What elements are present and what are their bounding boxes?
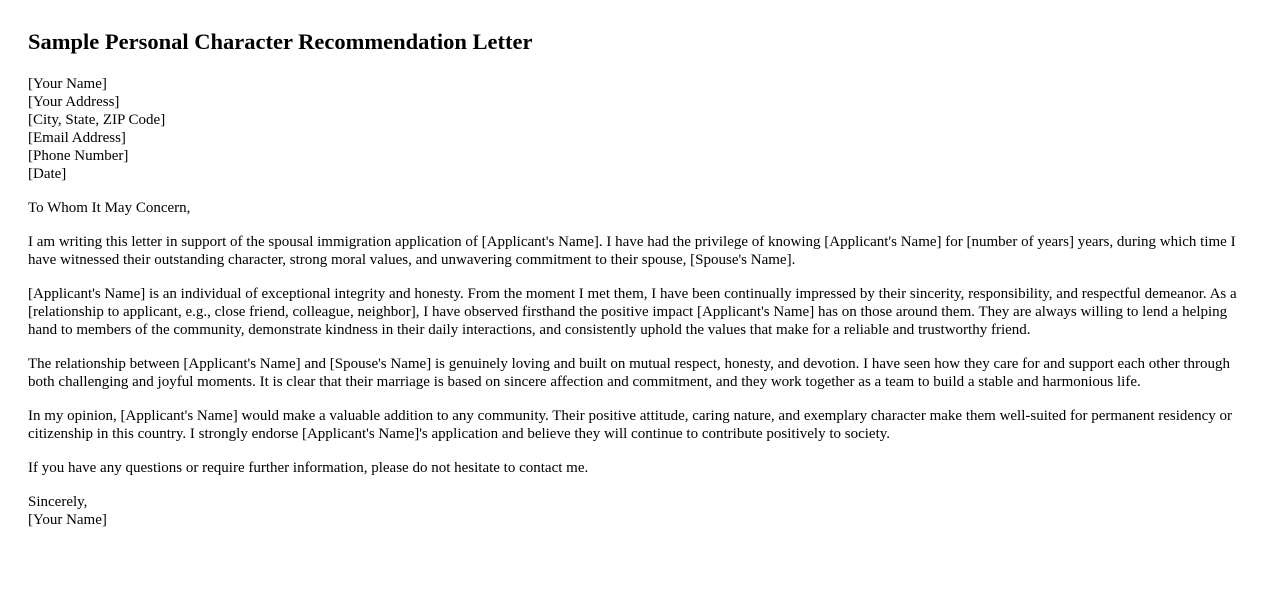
salutation: To Whom It May Concern,	[28, 200, 191, 216]
page-title: Sample Personal Character Recommendation Letter	[28, 29, 533, 54]
letter-date: [Date]	[28, 166, 67, 182]
body-paragraph-5: If you have any questions or require further information, please do not hesitate to contact me.	[28, 460, 589, 476]
sender-address: [Your Address]	[28, 94, 120, 110]
valediction: Sincerely,	[28, 494, 88, 510]
closing-block	[28, 493, 1253, 529]
sender-address-block	[28, 75, 1253, 183]
body-paragraph-3: The relationship between [Applicant's Name] and [Spouse's Name] is genuinely loving and built on mutual respect, honesty, and devotion. I have seen how they care for and support each other through both challenging and joyful moments. It is clear that their marriage is based on sincere affection and commitment, and they work together as a team to build a stable and harmonious life.	[28, 356, 1231, 390]
sender-email: [Email Address]	[28, 130, 126, 146]
body-paragraph-2: [Applicant's Name] is an individual of exceptional integrity and honesty. From the moment I met them, I have been continually impressed by their sincerity, responsibility, and respectful demeanor. As a [relationship to applicant, e.g., close friend, colleague, neighbor], I have observed firsthand the positive impact [Applicant's Name] has on those around them. They are always willing to lend a helping hand to members of the community, demonstrate kindness in their daily interactions, and consistently uphold the values that make for a reliable and trustworthy friend.	[28, 286, 1237, 338]
letter-document	[28, 0, 1253, 529]
sender-phone: [Phone Number]	[28, 148, 129, 164]
body-paragraph-4: In my opinion, [Applicant's Name] would make a valuable addition to any community. Their positive attitude, caring nature, and exemplary character make them well-suited for permanent residency or citizenship in this country. I strongly endorse [Applicant's Name]'s application and believe they will continue to contribute positively to society.	[28, 408, 1232, 442]
signature-name: [Your Name]	[28, 512, 107, 528]
sender-city-state-zip: [City, State, ZIP Code]	[28, 112, 166, 128]
body-paragraph-1: I am writing this letter in support of the spousal immigration application of [Applicant's Name]. I have had the privilege of knowing [Applicant's Name] for [number of years] years, during which time I have witnessed their outstanding character, strong moral values, and unwavering commitment to their spouse, [Spouse's Name].	[28, 234, 1236, 268]
sender-name: [Your Name]	[28, 76, 107, 92]
